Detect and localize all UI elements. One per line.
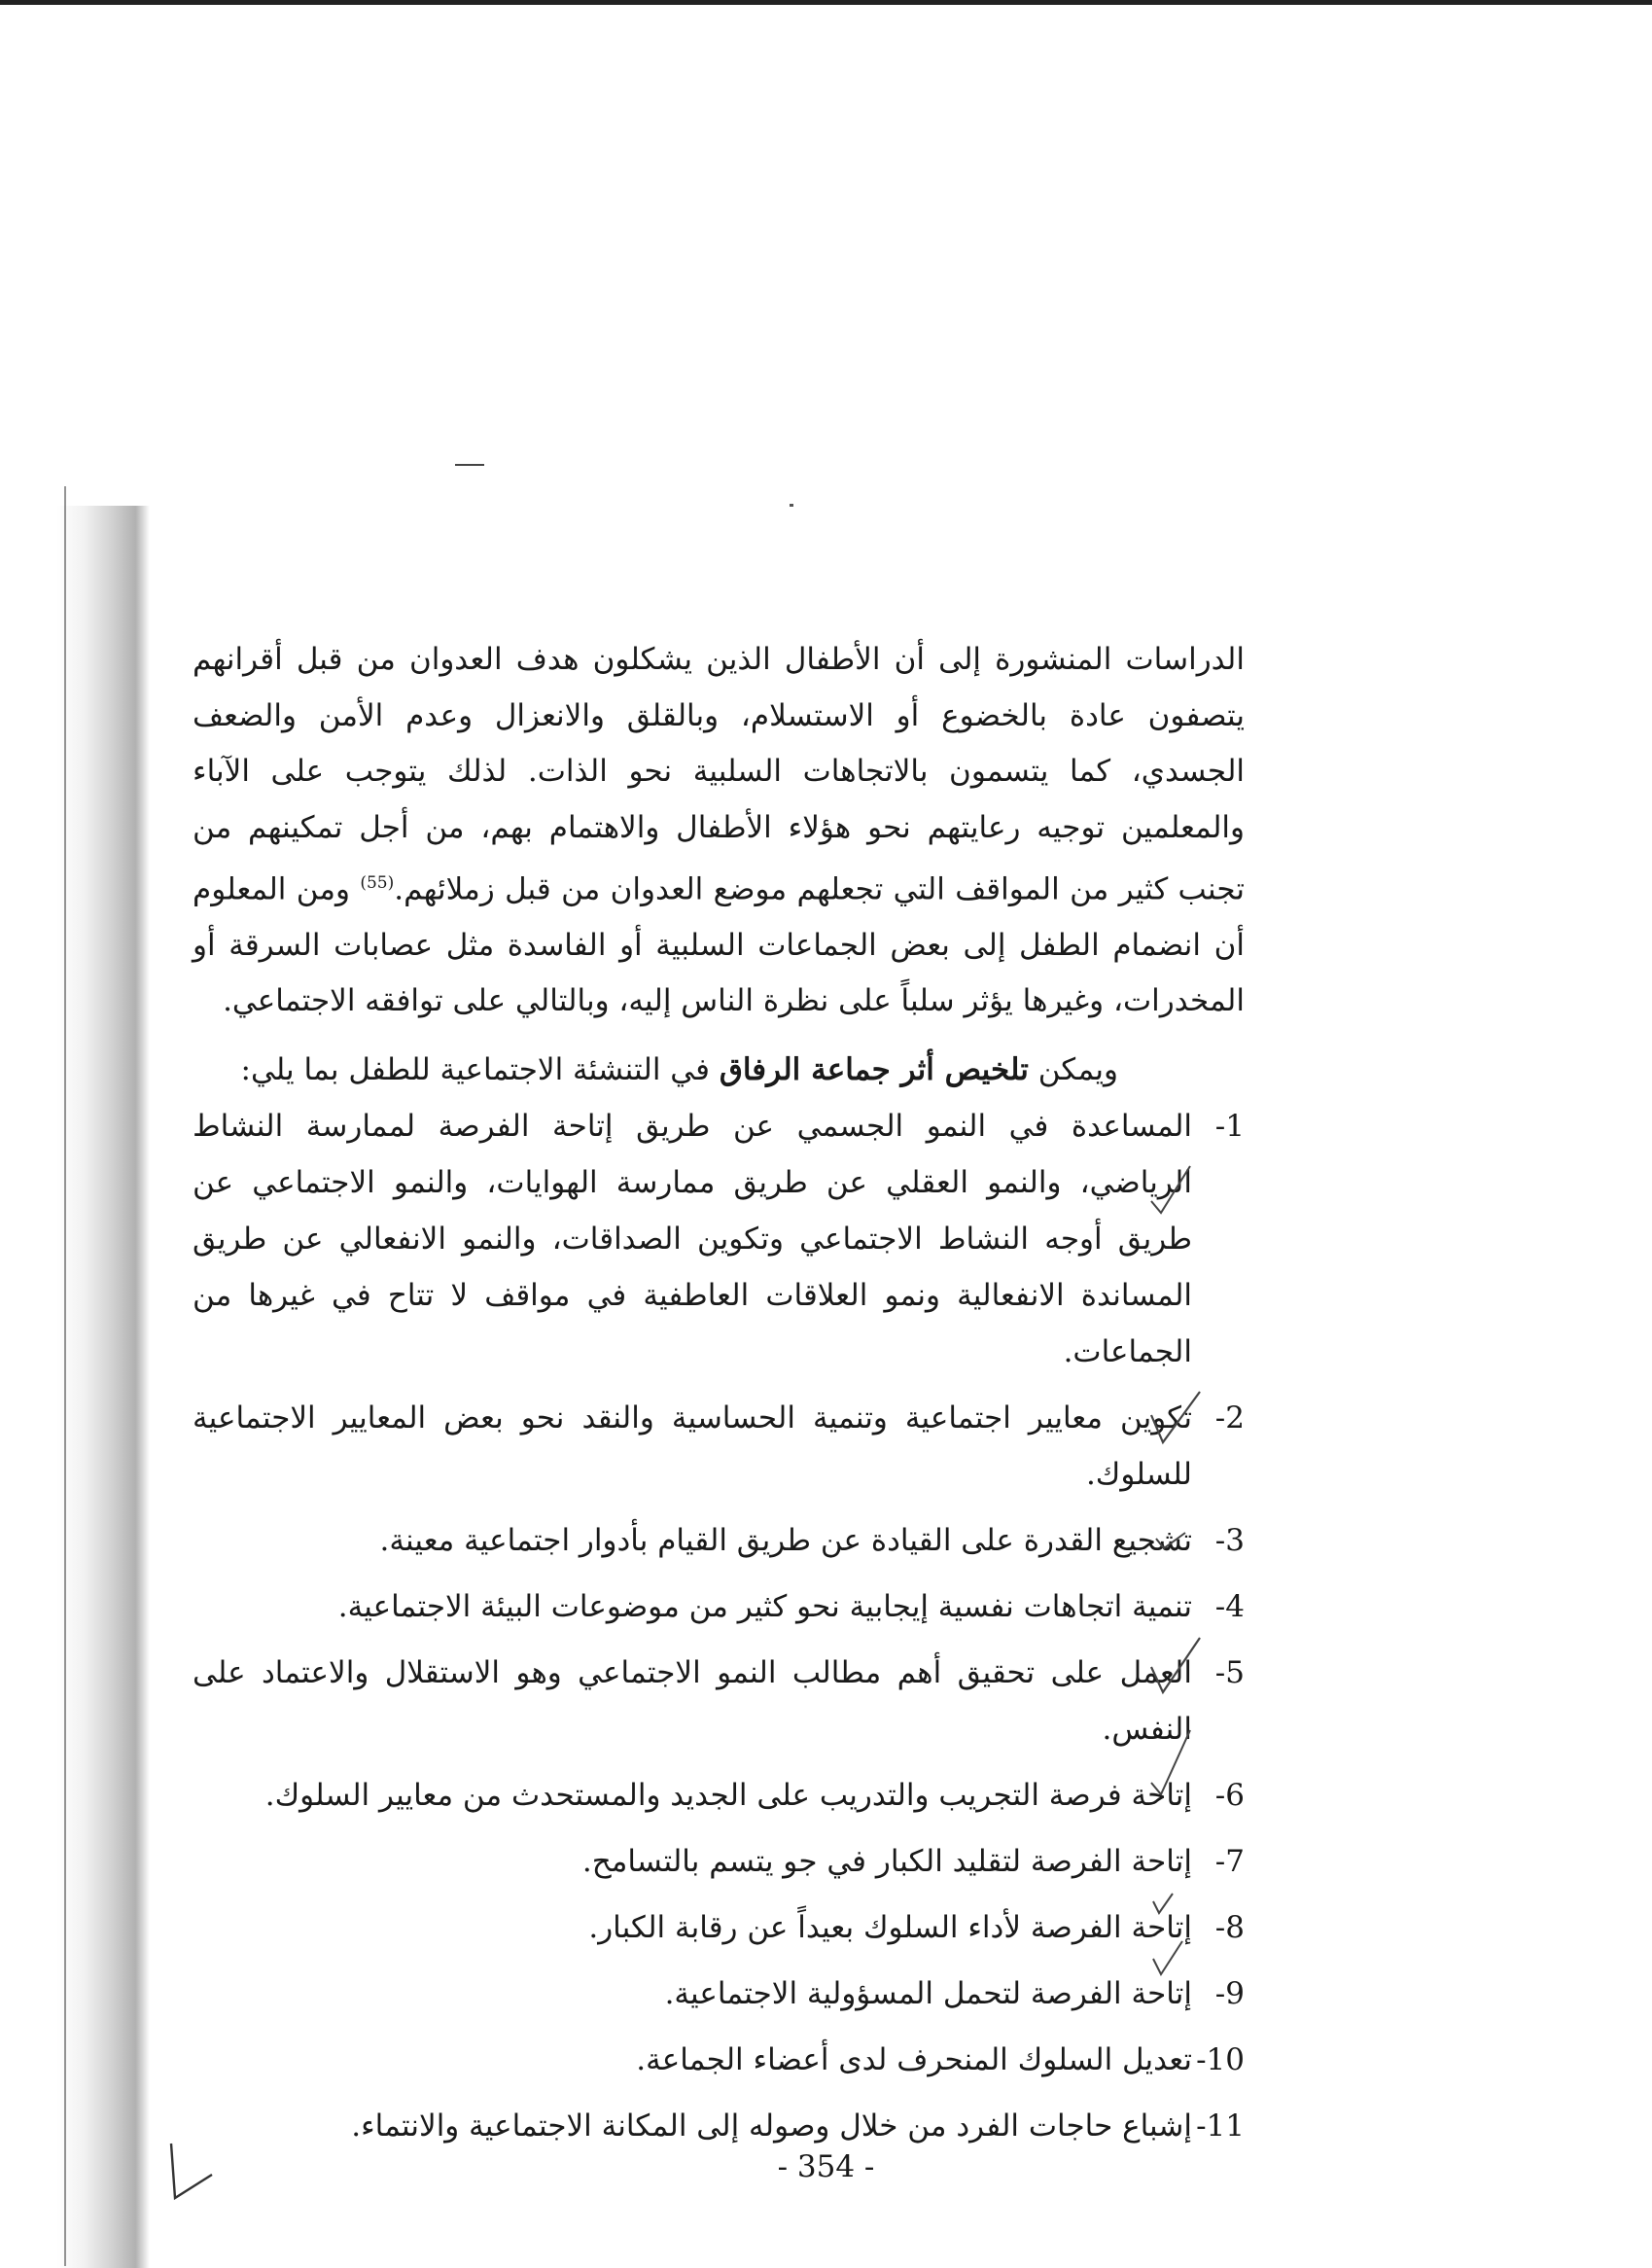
- item-text: إتاحة فرصة التجريب والتدريب على الجديد والمستحدث من معايير السلوك.: [264, 1777, 1192, 1813]
- list-intro: [193, 1042, 1245, 1098]
- item-text: إشباع حاجات الفرد من خلال وصوله إلى المكانة الاجتماعية والانتماء.: [351, 2108, 1192, 2144]
- list-item: [193, 2032, 1245, 2088]
- list-item: [193, 1645, 1245, 1757]
- list-item: [193, 1899, 1245, 1956]
- intro-bold-phrase: تلخيص أثر جماعة الرفاق: [719, 1051, 1029, 1087]
- handwritten-check-icon: [1152, 1517, 1191, 1556]
- item-text: إتاحة الفرصة لتحمل المسؤولية الاجتماعية.: [664, 1975, 1192, 2011]
- footnote-reference: (55): [360, 873, 395, 893]
- handwritten-check-icon: [1147, 1386, 1206, 1454]
- item-text: تشجيع القدرة على القيادة عن طريق القيام بأدوار اجتماعية معينة.: [379, 1522, 1192, 1558]
- item-number: 7-: [1214, 1843, 1245, 1879]
- intro-text-start: ويمكن: [1028, 1051, 1118, 1087]
- list-item: [193, 1767, 1245, 1824]
- list-item: [193, 1578, 1245, 1635]
- handwritten-check-icon: [1147, 1162, 1196, 1230]
- handwritten-corner-mark-icon: [163, 2140, 222, 2208]
- list-item: [193, 1098, 1245, 1380]
- stray-scan-mark: [455, 464, 484, 466]
- item-text: تنمية اتجاهات نفسية إيجابية نحو كثير من موضوعات البيئة الاجتماعية.: [337, 1588, 1192, 1624]
- item-number: 8-: [1214, 1909, 1245, 1945]
- item-text: تعديل السلوك المنحرف لدى أعضاء الجماعة.: [636, 2041, 1192, 2077]
- item-number: 10-: [1196, 2041, 1245, 2077]
- item-number: 3-: [1214, 1522, 1245, 1558]
- item-text: إتاحة الفرصة لتقليد الكبار في جو يتسم بالتسامح.: [581, 1843, 1192, 1879]
- item-number: 2-: [1214, 1400, 1245, 1435]
- list-item: [193, 1512, 1245, 1569]
- handwritten-check-icon: [1149, 1882, 1178, 1921]
- top-edge-rule: [0, 0, 1652, 5]
- list-item: [193, 1966, 1245, 2022]
- scan-binding-line: [64, 486, 66, 2266]
- item-text: تكوين معايير اجتماعية وتنمية الحساسية والنقد نحو بعض المعايير الاجتماعية للسلوك.: [193, 1400, 1192, 1492]
- body-paragraph: [193, 632, 1245, 1030]
- intro-text-end: في التنشئة الاجتماعية للطفل بما يلي:: [240, 1051, 720, 1087]
- scan-binding-shadow: [56, 506, 150, 2268]
- item-number: 9-: [1214, 1975, 1245, 2011]
- item-number: 4-: [1214, 1588, 1245, 1624]
- item-number: 11-: [1196, 2108, 1245, 2144]
- handwritten-check-icon: [1149, 1935, 1188, 1984]
- item-number: 6-: [1214, 1777, 1245, 1813]
- item-number: 5-: [1214, 1654, 1245, 1690]
- handwritten-check-icon: [1147, 1726, 1196, 1804]
- item-text: العمل على تحقيق أهم مطالب النمو الاجتماعي وهو الاستقلال والاعتماد على النفس.: [193, 1654, 1192, 1747]
- list-item: [193, 1833, 1245, 1890]
- stray-scan-dot: [790, 504, 793, 507]
- page-body: [193, 632, 1245, 2164]
- list-item: [193, 2098, 1245, 2154]
- item-text: إتاحة الفرصة لأداء السلوك بعيداً عن رقابة الكبار.: [588, 1909, 1192, 1945]
- handwritten-check-icon: [1147, 1634, 1206, 1702]
- list-item: [193, 1390, 1245, 1503]
- paragraph-text: الدراسات المنشورة إلى أن الأطفال الذين يشكلون هدف العدوان من قبل أقرانهم يتصفون عادة بالخضوع أو الاستسلام، وبالقلق والانعزال وعدم الأمن والضعف الجسدي، كما يتسمون بالاتجاهات السلبية نحو الذات. لذلك يتوجب على الآباء والمعلمين توجيه رعايتهم نحو هؤلاء الأطفال والاهتمام بهم، من أجل تمكينهم من تجنب كثير من المواقف التي تجعلهم موضع العدوان من قبل زملائهم.: [193, 642, 1245, 907]
- summary-list: [193, 1098, 1245, 2154]
- item-text: المساعدة في النمو الجسمي عن طريق إتاحة الفرصة لممارسة النشاط الرياضي، والنمو العقلي عن طريق ممارسة الهوايات، والنمو الاجتماعي عن طريق أوجه النشاط الاجتماعي وتكوين الصداقات، والنمو الانفعالي عن طريق المساندة الانفعالية ونمو العلاقات العاطفية في مواقف لا تتاح في غيرها من الجماعات.: [193, 1108, 1192, 1369]
- page-number: - 354 -: [777, 2149, 875, 2184]
- item-number: 1-: [1214, 1108, 1245, 1144]
- paragraph-text-continued: ومن المعلوم أن انضمام الطفل إلى بعض الجماعات السلبية أو الفاسدة مثل عصابات السرقة أو المخدرات، وغيرها يؤثر سلباً على نظرة الناس إليه، وبالتالي على توافقه الاجتماعي.: [193, 871, 1245, 1019]
